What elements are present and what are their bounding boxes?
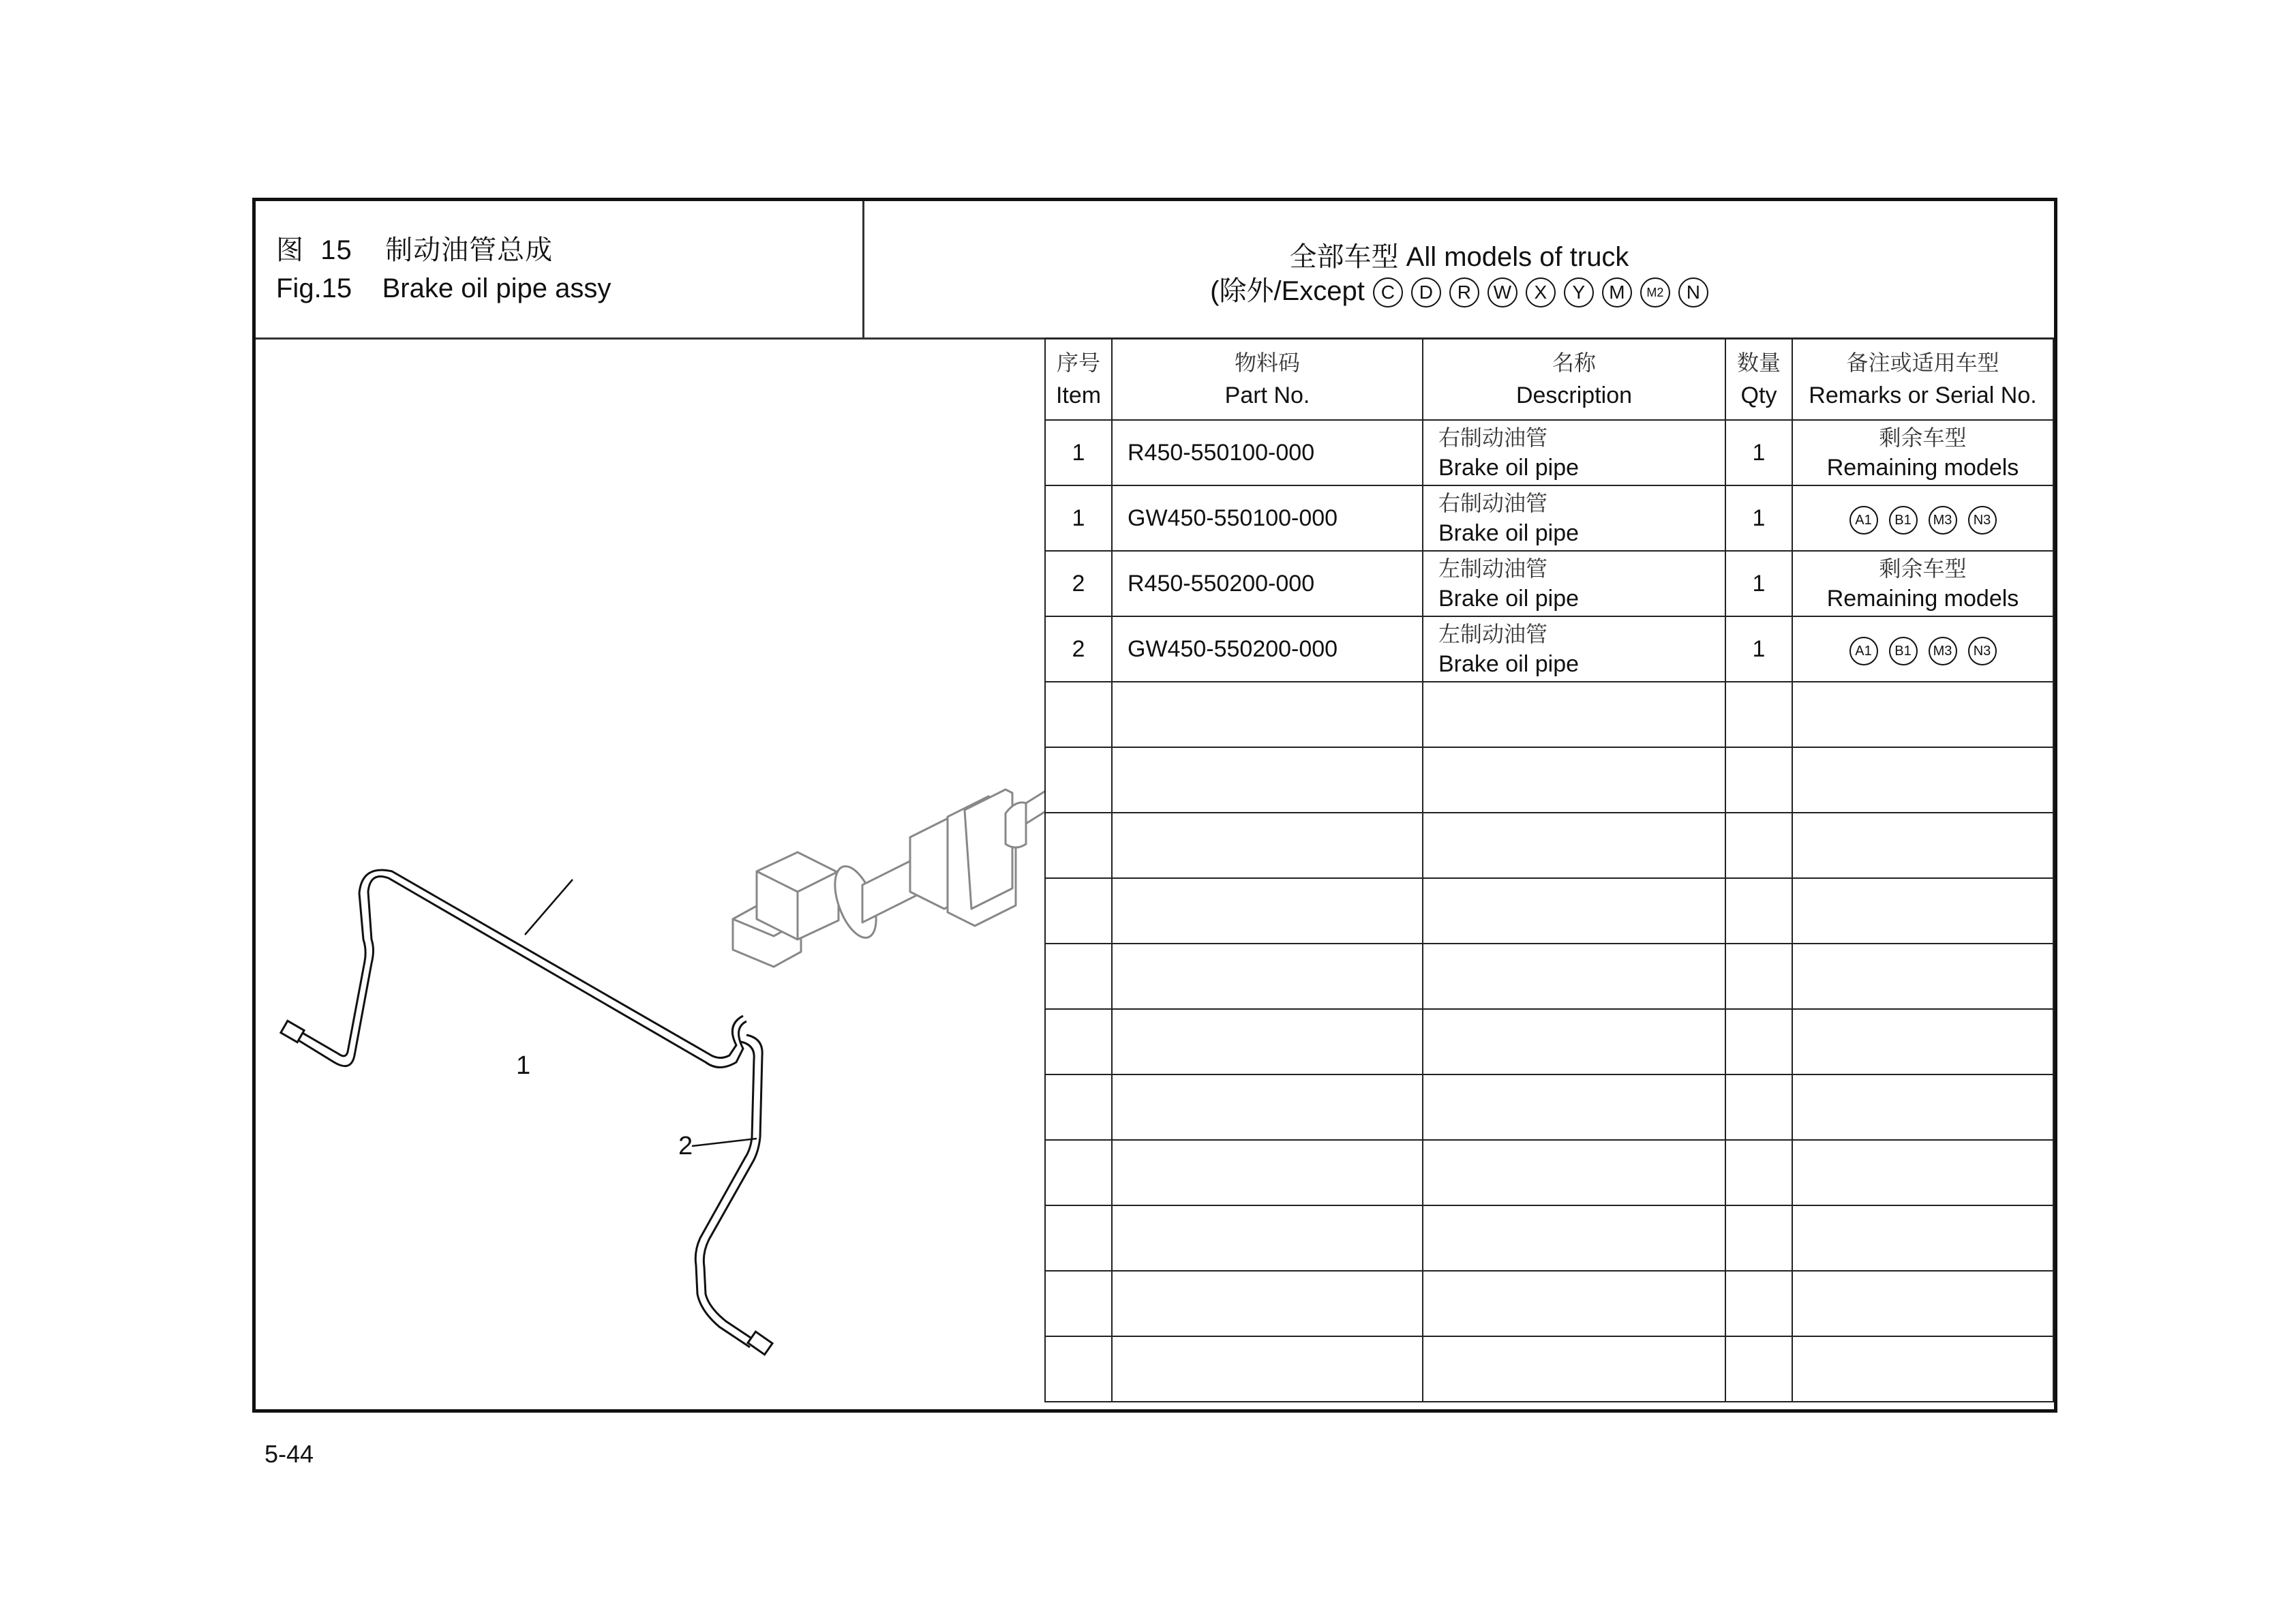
remarks bbox=[1792, 420, 2053, 485]
part-number: R450-550200-000 bbox=[1112, 551, 1423, 616]
model-badge-a1: A1 bbox=[1849, 506, 1878, 535]
brake-pipe-2-drawing bbox=[695, 1035, 772, 1355]
description-en: Brake oil pipe bbox=[1438, 586, 1580, 612]
parts-page-frame bbox=[252, 198, 2057, 1413]
item-number: 1 bbox=[1045, 485, 1112, 551]
model-badge-m3: M3 bbox=[1929, 506, 1957, 535]
model-badge-m2: M2 bbox=[1640, 277, 1670, 307]
part-number: GW450-550100-000 bbox=[1112, 485, 1423, 551]
description-en: Brake oil pipe bbox=[1438, 651, 1580, 677]
empty-table-row bbox=[1045, 1336, 2053, 1402]
description bbox=[1423, 551, 1725, 616]
empty-table-row bbox=[1045, 1205, 2053, 1271]
brake-pipe-diagram bbox=[256, 340, 1044, 1413]
description bbox=[1423, 485, 1725, 551]
model-badge-a1: A1 bbox=[1849, 637, 1878, 665]
callout-label-1: 1 bbox=[516, 1051, 531, 1080]
model-badge-r: R bbox=[1449, 277, 1479, 307]
description bbox=[1423, 616, 1725, 682]
model-badge-y: Y bbox=[1564, 277, 1594, 307]
exploded-view-illustration bbox=[256, 340, 1044, 1409]
remarks-cn: 剩余车型 bbox=[1879, 425, 1967, 451]
figure-title-cn: 图 15 制动油管总成 bbox=[276, 235, 554, 265]
item-number: 2 bbox=[1045, 616, 1112, 682]
model-badge-w: W bbox=[1487, 277, 1517, 307]
except-models-line bbox=[864, 269, 2054, 308]
empty-table-row bbox=[1045, 813, 2053, 878]
part-number: R450-550100-000 bbox=[1112, 420, 1423, 485]
col-header-remarks: 备注或适用车型 Remarks or Serial No. bbox=[1792, 338, 2053, 420]
description-en: Brake oil pipe bbox=[1438, 520, 1580, 546]
page-number: 5-44 bbox=[265, 1440, 314, 1468]
parts-table-header bbox=[1045, 338, 2053, 420]
description bbox=[1423, 420, 1725, 485]
remarks-cn: 剩余车型 bbox=[1879, 556, 1967, 582]
empty-table-row bbox=[1045, 1271, 2053, 1336]
applicable-models-cell bbox=[864, 201, 2054, 340]
model-badge-b1: B1 bbox=[1889, 506, 1918, 535]
model-badge-n3: N3 bbox=[1968, 506, 1997, 535]
model-badge-n3: N3 bbox=[1968, 637, 1997, 665]
parts-table-body bbox=[1045, 420, 2053, 1402]
empty-table-row bbox=[1045, 1074, 2053, 1140]
remarks-en: Remaining models bbox=[1826, 586, 2019, 612]
model-badge-x: X bbox=[1526, 277, 1556, 307]
description-cn: 左制动油管 bbox=[1438, 556, 1548, 582]
description-cn: 右制动油管 bbox=[1438, 490, 1548, 516]
table-row bbox=[1045, 616, 2053, 682]
description-cn: 左制动油管 bbox=[1438, 621, 1548, 647]
empty-table-row bbox=[1045, 1140, 2053, 1205]
empty-table-row bbox=[1045, 682, 2053, 747]
model-badge-m: M bbox=[1602, 277, 1632, 307]
except-badges bbox=[1365, 276, 1708, 306]
quantity: 1 bbox=[1725, 551, 1792, 616]
model-badge-m3: M3 bbox=[1929, 637, 1957, 665]
remarks-en: Remaining models bbox=[1826, 455, 2019, 481]
model-badge-c: C bbox=[1373, 277, 1403, 307]
item-number: 1 bbox=[1045, 420, 1112, 485]
model-badge-d: D bbox=[1411, 277, 1441, 307]
figure-title-cell bbox=[256, 201, 864, 340]
empty-table-row bbox=[1045, 747, 2053, 813]
quantity: 1 bbox=[1725, 485, 1792, 551]
brake-pipe-1-drawing bbox=[281, 870, 746, 1067]
all-models-title: 全部车型 All models of truck bbox=[1289, 242, 1629, 272]
model-badge-b1: B1 bbox=[1889, 637, 1918, 665]
master-cylinder-drawing bbox=[733, 776, 1044, 967]
model-badge-n: N bbox=[1678, 277, 1708, 307]
col-header-item: 序号 Item bbox=[1045, 338, 1112, 420]
remarks bbox=[1792, 485, 2053, 551]
table-row bbox=[1045, 551, 2053, 616]
parts-list-table bbox=[1044, 337, 2054, 1402]
col-header-part-no: 物料码 Part No. bbox=[1112, 338, 1423, 420]
empty-table-row bbox=[1045, 1009, 2053, 1074]
col-header-description: 名称 Description bbox=[1423, 338, 1725, 420]
table-row bbox=[1045, 485, 2053, 551]
quantity: 1 bbox=[1725, 420, 1792, 485]
item-number: 2 bbox=[1045, 551, 1112, 616]
quantity: 1 bbox=[1725, 616, 1792, 682]
callout-label-2: 2 bbox=[678, 1132, 693, 1160]
empty-table-row bbox=[1045, 878, 2053, 944]
remarks bbox=[1792, 616, 2053, 682]
col-header-qty: 数量 Qty bbox=[1725, 338, 1792, 420]
part-number: GW450-550200-000 bbox=[1112, 616, 1423, 682]
except-prefix: (除外/Except bbox=[1210, 276, 1365, 306]
remarks bbox=[1792, 551, 2053, 616]
figure-title-en: Fig.15 Brake oil pipe assy bbox=[276, 273, 611, 303]
description-cn: 右制动油管 bbox=[1438, 425, 1548, 451]
empty-table-row bbox=[1045, 944, 2053, 1009]
table-row bbox=[1045, 420, 2053, 485]
description-en: Brake oil pipe bbox=[1438, 455, 1580, 481]
